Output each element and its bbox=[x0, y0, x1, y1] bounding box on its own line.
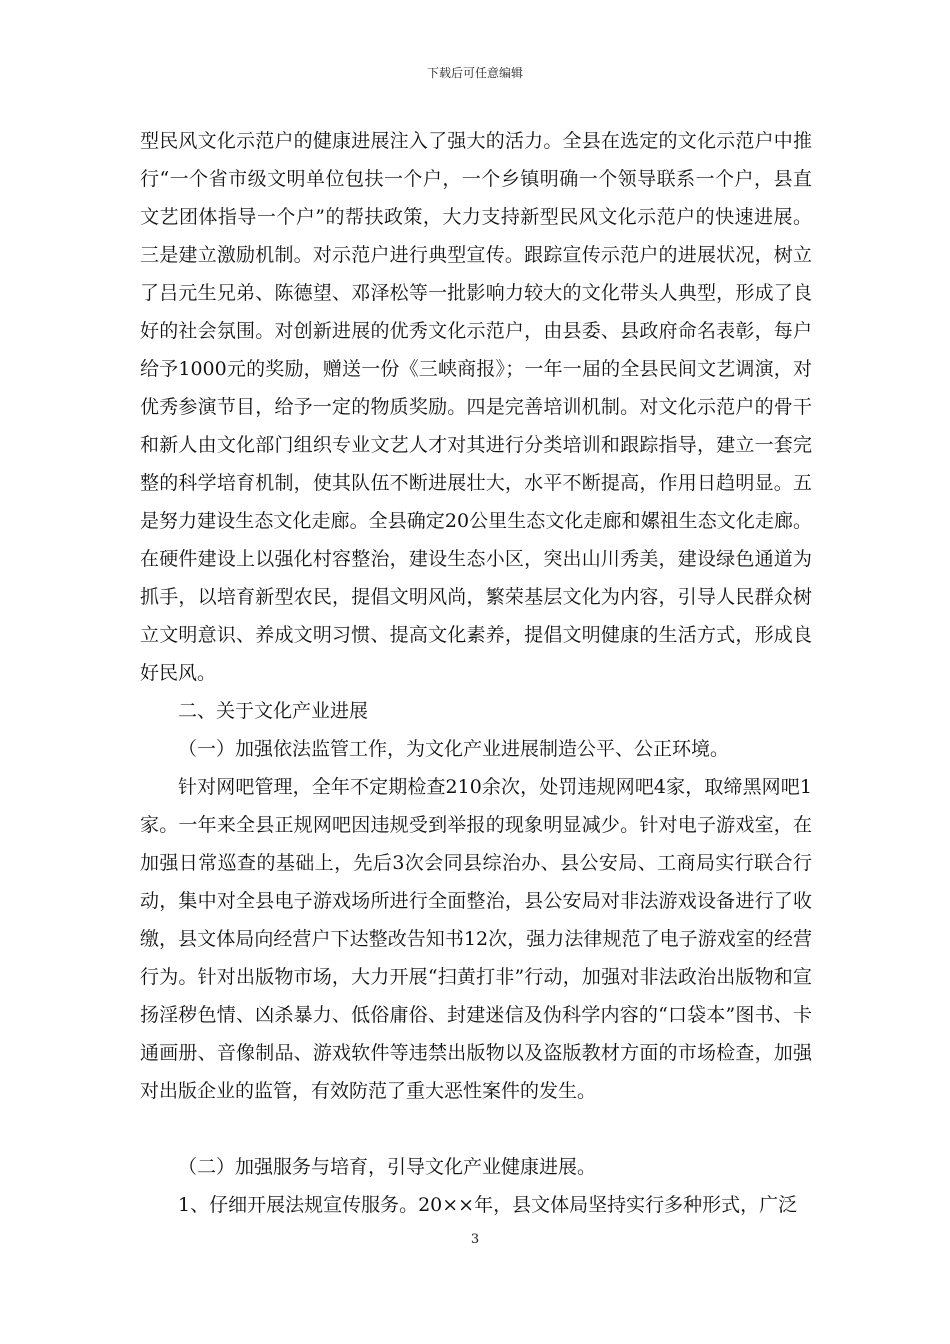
subsection-heading: （一）加强依法监管工作，为文化产业进展制造公平、公正环境。 bbox=[178, 738, 730, 760]
subsection-heading: （二）加强服务与培育，引导文化产业健康进展。 bbox=[178, 1156, 597, 1178]
section-heading: 二、关于文化产业进展 bbox=[178, 700, 369, 722]
paragraph: 针对网吧管理，全年不定期检查210余次，处罚违规网吧4家，取缔黑网吧1家。一年来全县正规网吧因违规受到举报的现象明显减少。针对电子游戏室，在加强日常巡查的基础上，先后3次会同县综治办、县公安局、工商局实行联合行动，集中对全县电子游戏场所进行全面整治，县公安局对非法游戏设备进行了收缴，县文体局向经营户下达整改告知书12次，强力法律规范了电子游戏室的经营行为。针对出版物市场，大力开展“扫黄打非”行动，加强对非法政治出版物和宣扬淫秽色情、凶杀暴力、低俗庸俗、封建迷信及伪科学内容的“口袋本”图书、卡通画册、音像制品、游戏软件等违禁出版物以及盗版教材方面的市场检查，加强对出版企业的监管，有效防范了重大恶性案件的发生。 bbox=[140, 776, 812, 1102]
page-header: 下载后可任意编辑 bbox=[426, 66, 523, 80]
paragraph: 1、仔细开展法规宣传服务。20××年，县文体局坚持实行多种形式，广泛 bbox=[178, 1194, 798, 1216]
document-body bbox=[140, 122, 812, 1224]
paragraph-continuation: 型民风文化示范户的健康进展注入了强大的活力。全县在选定的文化示范户中推行“一个省市级文明单位包扶一个户，一个乡镇明确一个领导联系一个户，县直文艺团体指导一个户”的帮扶政策，大力支持新型民风文化示范户的快速进展。三是建立激励机制。对示范户进行典型宣传。跟踪宣传示范户的进展状况，树立了吕元生兄弟、陈德望、邓泽松等一批影响力较大的文化带头人典型，形成了良好的社会氛围。对创新进展的优秀文化示范户，由县委、县政府命名表彰，每户给予1000元的奖励，赠送一份《三峡商报》；一年一届的全县民间文艺调演，对优秀参演节目，给予一定的物质奖励。四是完善培训机制。对文化示范户的骨干和新人由文化部门组织专业文艺人才对其进行分类培训和跟踪指导，建立一套完整的科学培育机制，使其队伍不断进展壮大，水平不断提高，作用日趋明显。五是努力建设生态文化走廊。全县确定20公里生态文化走廊和嫘祖生态文化走廊。在硬件建设上以强化村容整治，建设生态小区，突出山川秀美，建设绿色通道为抓手，以培育新型农民，提倡文明风尚，繁荣基层文化为内容，引导人民群众树立文明意识、养成文明习惯、提高文化素养，提倡文明健康的生活方式，形成良好民风。 bbox=[140, 130, 812, 684]
page-number: 3 bbox=[470, 1232, 480, 1247]
paragraph-spacer bbox=[140, 1110, 812, 1148]
